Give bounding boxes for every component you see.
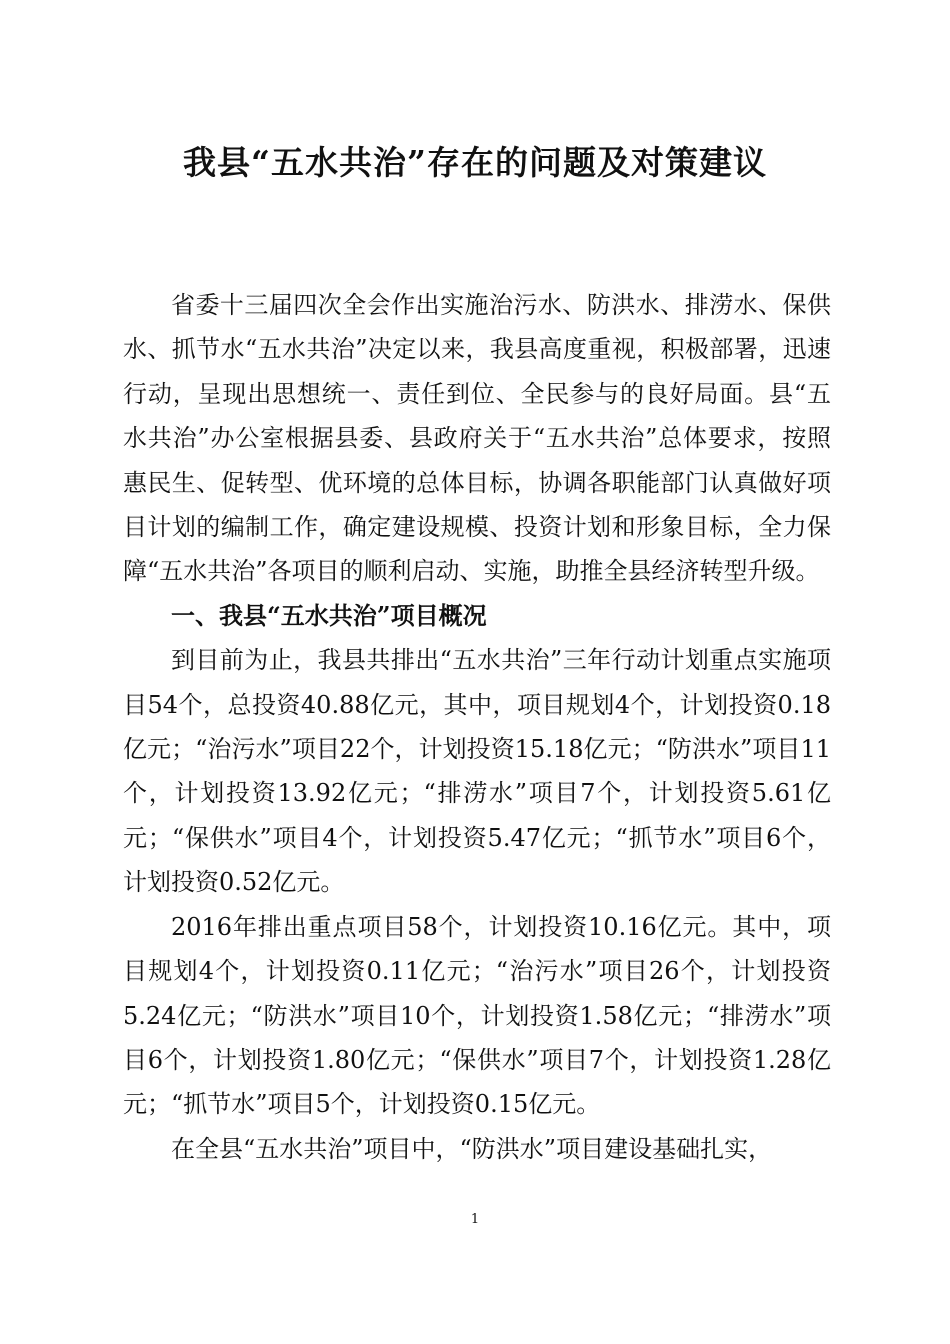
paragraph-flood-control: 在全县“五水共治”项目中，“防洪水”项目建设基础扎实， bbox=[171, 1134, 773, 1163]
paragraph-project-overview: 到目前为止，我县共排出“五水共治”三年行动计划重点实施项目54个，总投资40.88亿元，其中，项目规划4个，计划投资0.18亿元；“治污水”项目22个，计划投资15.18亿元；“防洪水”项目11个，计划投资13.92亿元；“排涝水”项目7个，计划投资5.61亿元；“保供水”项目4个，计划投资5.47亿元；“抓节水”项目6个，计划投资0.52亿元。 bbox=[123, 646, 831, 897]
paragraph-2016-projects: 2016年排出重点项目58个，计划投资10.16亿元。其中，项目规划4个，计划投资0.11亿元；“治污水”项目26个，计划投资5.24亿元；“防洪水”项目10个，计划投资1.58亿元；“排涝水”项目6个，计划投资1.80亿元；“保供水”项目7个，计划投资1.28亿元；“抓节水”项目5个，计划投资0.15亿元。 bbox=[123, 912, 831, 1119]
paragraph-intro: 省委十三届四次全会作出实施治污水、防洪水、排涝水、保供水、抓节水“五水共治”决定以来，我县高度重视，积极部署，迅速行动，呈现出思想统一、责任到位、全民参与的良好局面。县“五水共治”办公室根据县委、县政府关于“五水共治”总体要求，按照惠民生、促转型、优环境的总体目标，协调各职能部门认真做好项目计划的编制工作，确定建设规模、投资计划和形象目标，全力保障“五水共治”各项目的顺利启动、实施，助推全县经济转型升级。 bbox=[123, 291, 831, 586]
page-number: 1 bbox=[470, 1212, 480, 1227]
document-title: 我县“五水共治”存在的问题及对策建议 bbox=[183, 143, 767, 182]
document-body bbox=[123, 283, 831, 1171]
section-heading-1: 一、我县“五水共治”项目概况 bbox=[171, 600, 487, 630]
